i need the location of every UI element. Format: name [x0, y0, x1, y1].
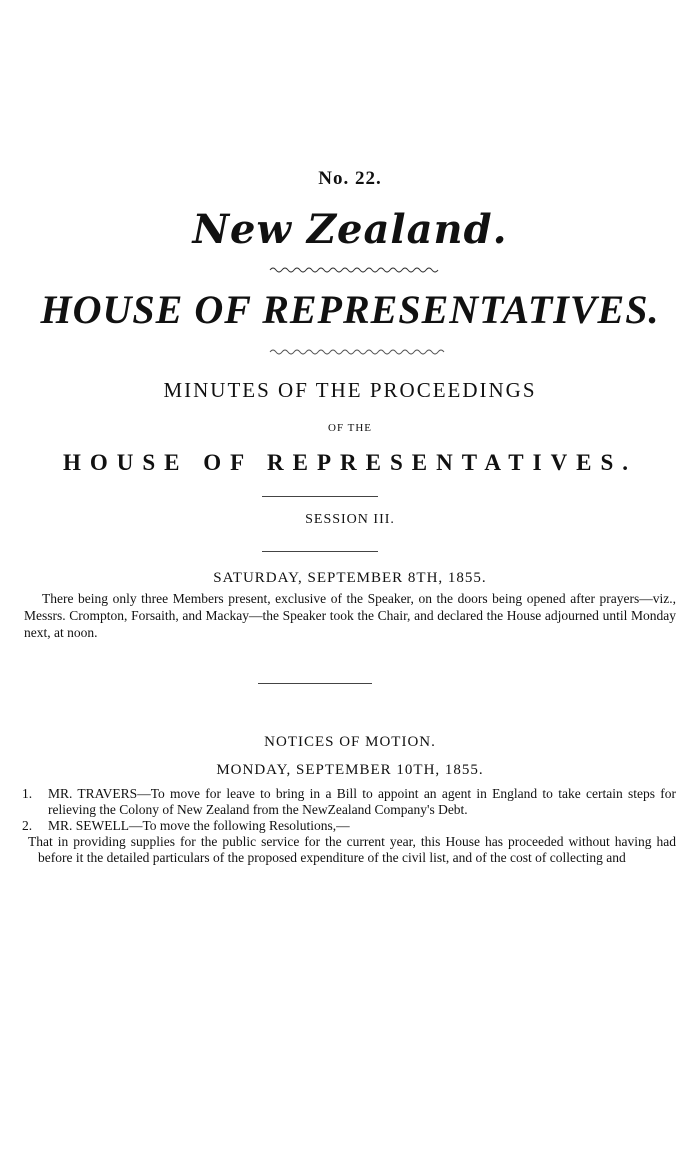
motion-number: 1. — [22, 786, 33, 801]
minutes-house: HOUSE OF REPRESENTATIVES. — [62, 450, 638, 475]
house-title: HOUSE OF REPRESENTATIVES. — [40, 287, 660, 332]
sitting-date: SATURDAY, SEPTEMBER 8TH, 1855. — [213, 570, 487, 586]
minutes-heading: MINUTES OF THE PROCEEDINGS — [163, 378, 537, 402]
wavy-ornament-top — [0, 264, 700, 276]
motions-list — [22, 786, 676, 866]
motion-item — [22, 818, 676, 834]
paper-number: No. 22. — [318, 168, 382, 189]
motion-item — [22, 786, 676, 818]
divider — [258, 683, 372, 684]
motion-text: MR. SEWELL—To move the following Resolutions,— — [48, 818, 350, 833]
motion-text: MR. TRAVERS—To move for leave to bring in a Bill to appoint an agent in England to take certain steps for relieving the Colony of New Zealand from the NewZealand Company's Debt. — [48, 786, 676, 817]
motion-number: 2. — [22, 818, 33, 833]
divider — [262, 496, 378, 497]
divider — [262, 551, 378, 552]
wavy-ornament-bottom — [0, 346, 700, 358]
resolution-text: That in providing supplies for the public service for the current year, this House has proceeded without having had before it the detailed particulars of the proposed expenditure of the civil list, and of the cost of collecting and — [28, 834, 676, 865]
notices-heading: NOTICES OF MOTION. — [264, 734, 436, 750]
country-title: New Zealand. — [192, 206, 508, 253]
minutes-of-the: OF THE — [328, 422, 372, 434]
notices-date: MONDAY, SEPTEMBER 10TH, 1855. — [216, 762, 484, 778]
session-label: SESSION III. — [305, 512, 395, 527]
sitting-paragraph: There being only three Members present, exclusive of the Speaker, on the doors being opened after prayers—viz., Messrs. Crompton, Forsaith, and Mackay—the Speaker took the Chair, and declared the House adjourned until Monday next, at noon. — [24, 591, 676, 640]
